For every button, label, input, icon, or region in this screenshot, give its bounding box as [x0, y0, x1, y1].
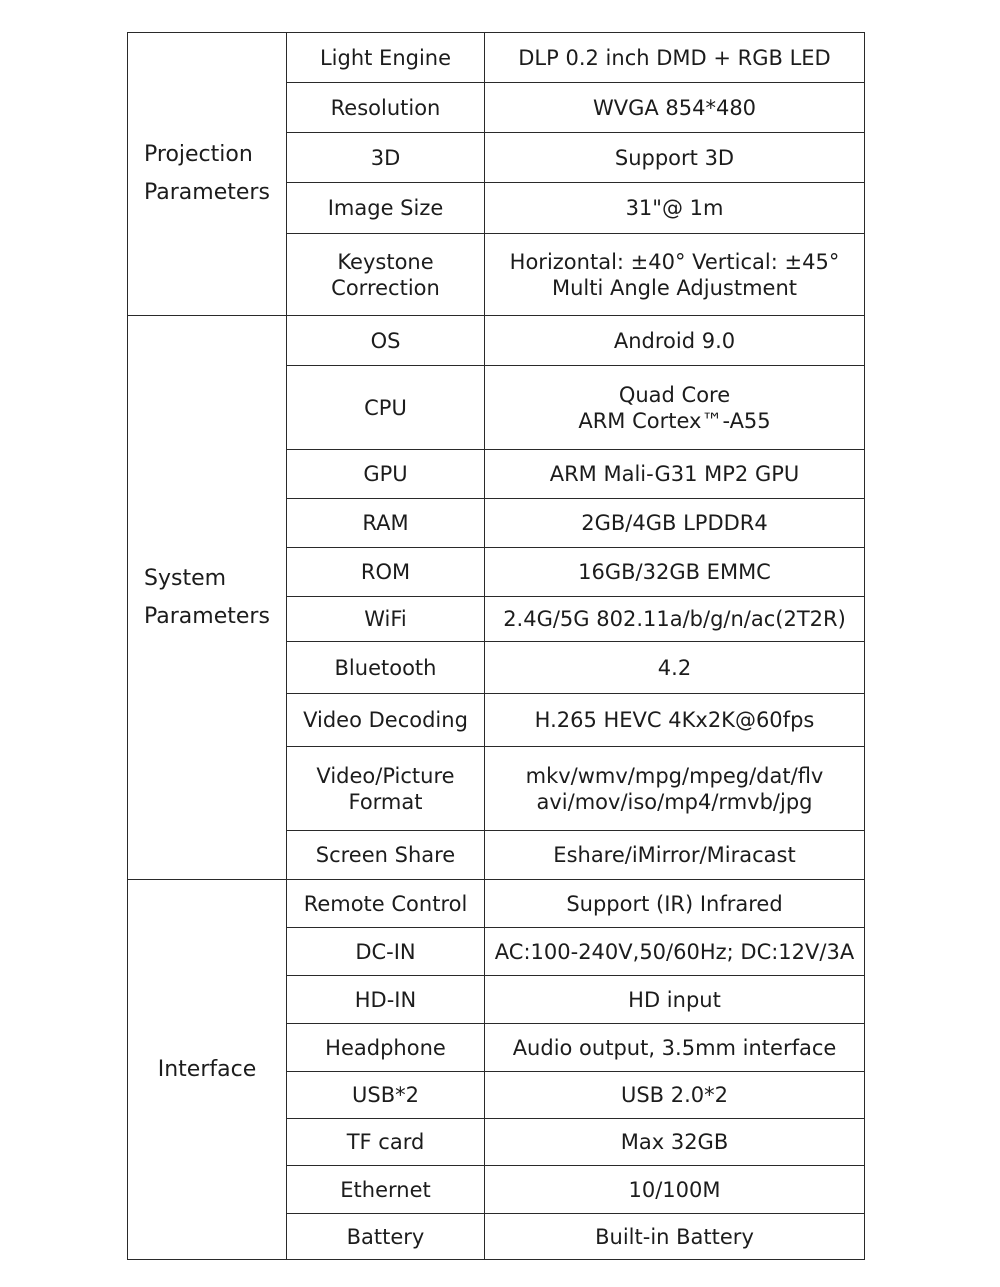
table-row — [128, 880, 865, 928]
spec-value: USB 2.0*2 — [485, 1072, 865, 1119]
spec-value: mkv/wmv/mpg/mpeg/dat/flv avi/mov/iso/mp4/rmvb/jpg — [485, 747, 865, 831]
spec-value: H.265 HEVC 4Kx2K@60fps — [485, 694, 865, 747]
spec-name: Headphone — [287, 1024, 485, 1072]
spec-table — [127, 32, 865, 1260]
spec-value: 4.2 — [485, 642, 865, 694]
spec-value: AC:100-240V,50/60Hz; DC:12V/3A — [485, 928, 865, 976]
spec-value: WVGA 854*480 — [485, 83, 865, 133]
spec-name: CPU — [287, 366, 485, 450]
table-row — [128, 33, 865, 83]
spec-value: 2GB/4GB LPDDR4 — [485, 499, 865, 548]
spec-table-body — [128, 33, 865, 1260]
spec-value: HD input — [485, 976, 865, 1024]
spec-value: Built-in Battery — [485, 1214, 865, 1260]
spec-value: Eshare/iMirror/Miracast — [485, 831, 865, 880]
spec-name: TF card — [287, 1119, 485, 1166]
spec-name: Remote Control — [287, 880, 485, 928]
spec-value: 10/100M — [485, 1166, 865, 1214]
spec-value: DLP 0.2 inch DMD + RGB LED — [485, 33, 865, 83]
spec-value: 16GB/32GB EMMC — [485, 548, 865, 597]
group-label-projection: Projection Parameters — [128, 33, 287, 316]
spec-name: Ethernet — [287, 1166, 485, 1214]
spec-value: Quad Core ARM Cortex™-A55 — [485, 366, 865, 450]
spec-name: RAM — [287, 499, 485, 548]
spec-value: Audio output, 3.5mm interface — [485, 1024, 865, 1072]
spec-name: Keystone Correction — [287, 234, 485, 316]
spec-value: ARM Mali-G31 MP2 GPU — [485, 450, 865, 499]
spec-name: Light Engine — [287, 33, 485, 83]
spec-name: Video Decoding — [287, 694, 485, 747]
spec-value: 2.4G/5G 802.11a/b/g/n/ac(2T2R) — [485, 597, 865, 642]
spec-value: Support (IR) Infrared — [485, 880, 865, 928]
spec-name: USB*2 — [287, 1072, 485, 1119]
spec-value: 31"@ 1m — [485, 183, 865, 234]
spec-name: OS — [287, 316, 485, 366]
spec-name: ROM — [287, 548, 485, 597]
spec-value: Support 3D — [485, 133, 865, 183]
spec-value: Android 9.0 — [485, 316, 865, 366]
spec-name: Bluetooth — [287, 642, 485, 694]
spec-name: Battery — [287, 1214, 485, 1260]
spec-name: WiFi — [287, 597, 485, 642]
spec-name: Screen Share — [287, 831, 485, 880]
table-row — [128, 316, 865, 366]
spec-name: Image Size — [287, 183, 485, 234]
spec-name: GPU — [287, 450, 485, 499]
spec-name: Resolution — [287, 83, 485, 133]
spec-value: Horizontal: ±40° Vertical: ±45° Multi Angle Adjustment — [485, 234, 865, 316]
spec-name: Video/Picture Format — [287, 747, 485, 831]
spec-value: Max 32GB — [485, 1119, 865, 1166]
spec-name: 3D — [287, 133, 485, 183]
group-label-interface: Interface — [128, 880, 287, 1260]
group-label-system: System Parameters — [128, 316, 287, 880]
spec-name: HD-IN — [287, 976, 485, 1024]
spec-name: DC-IN — [287, 928, 485, 976]
